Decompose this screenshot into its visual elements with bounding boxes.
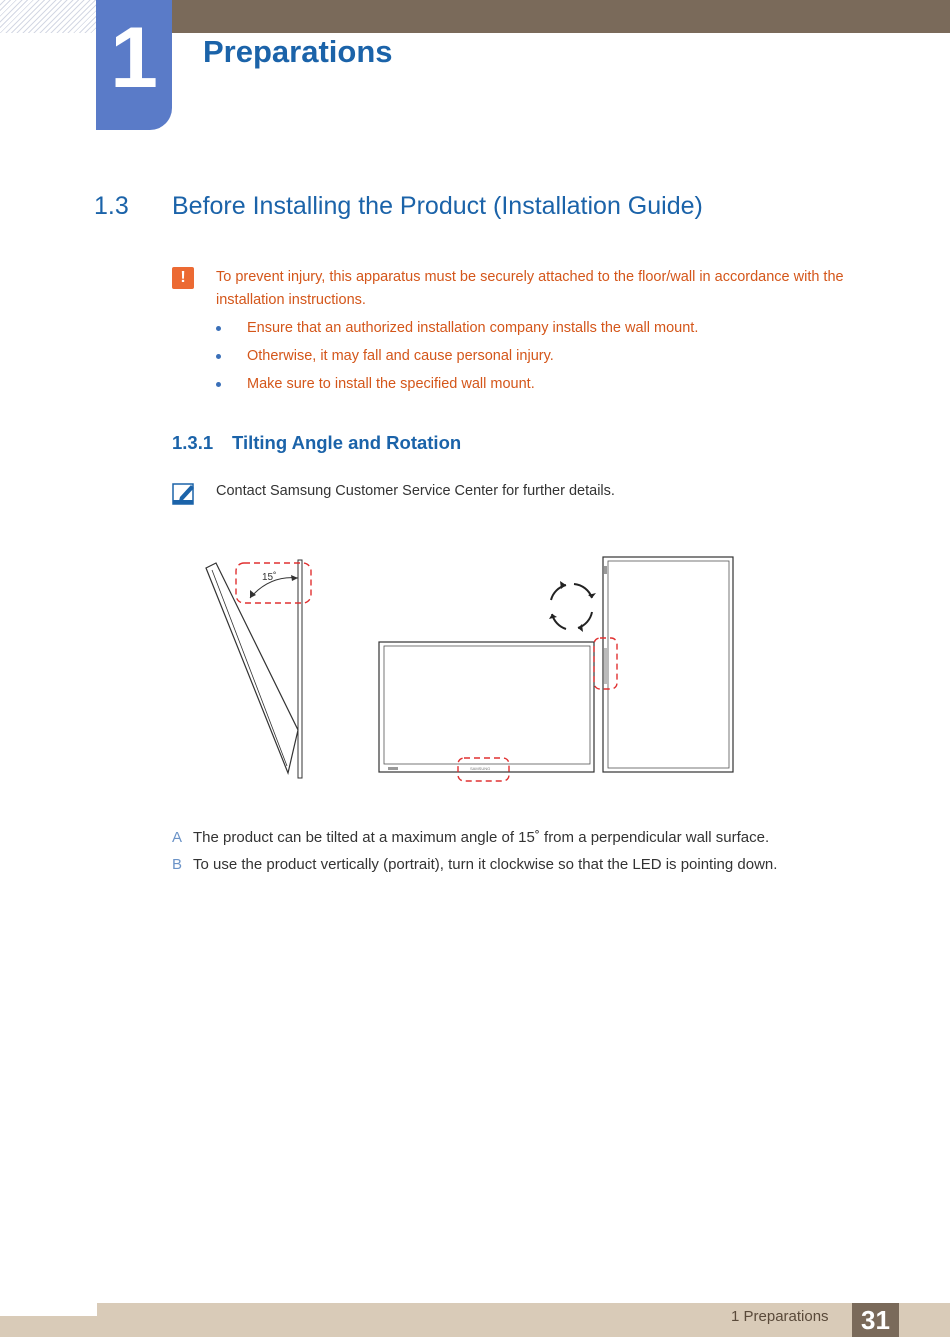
header-bar (172, 0, 950, 33)
list-item-text: Make sure to install the specified wall mount. (247, 376, 535, 392)
page-number: 31 (852, 1303, 899, 1337)
footer-chapter-label: 1 Preparations (731, 1308, 829, 1325)
bullet-dot-icon (216, 326, 221, 331)
exclamation-icon: ! (172, 267, 194, 289)
caption-letter: A (172, 829, 183, 846)
list-item-text: Otherwise, it may fall and cause personal injury. (247, 348, 554, 364)
chapter-title: Preparations (203, 34, 393, 69)
pencil-note-icon (172, 481, 196, 507)
chapter-number: 1 (110, 10, 158, 106)
bullet-dot-icon (216, 354, 221, 359)
installation-figure (0, 540, 950, 800)
list-item-text: Ensure that an authorized installation company installs the wall mount. (247, 320, 699, 336)
header-hatch-pattern (0, 0, 96, 33)
footer-stub (0, 1316, 97, 1337)
angle-label: 15˚ (262, 572, 277, 583)
section-title: Before Installing the Product (Installation Guide) (172, 192, 703, 220)
rotate-clockwise-icon (549, 581, 596, 632)
chapter-tab (96, 0, 172, 130)
portrait-display (594, 557, 733, 772)
caption-text: The product can be tilted at a maximum angle of 15˚ from a perpendicular wall surface. (193, 829, 770, 846)
caption-letter: B (172, 856, 183, 873)
bullet-dot-icon (216, 382, 221, 387)
note-text: Contact Samsung Customer Service Center for further details. (216, 483, 615, 499)
landscape-display (379, 642, 594, 781)
tilt-diagram (206, 560, 311, 778)
subsection-number: 1.3.1 (172, 432, 214, 453)
section-number: 1.3 (94, 192, 129, 220)
subsection-title: Tilting Angle and Rotation (232, 432, 462, 453)
wall-line (298, 560, 302, 778)
brand-logo: SAMSUNG (470, 766, 491, 771)
warning-text: To prevent injury, this apparatus must be securely attached to the floor/wall in accordance with the installation instructions. (216, 269, 844, 308)
caption-text: To use the product vertically (portrait), turn it clockwise so that the LED is pointing down. (193, 856, 778, 873)
